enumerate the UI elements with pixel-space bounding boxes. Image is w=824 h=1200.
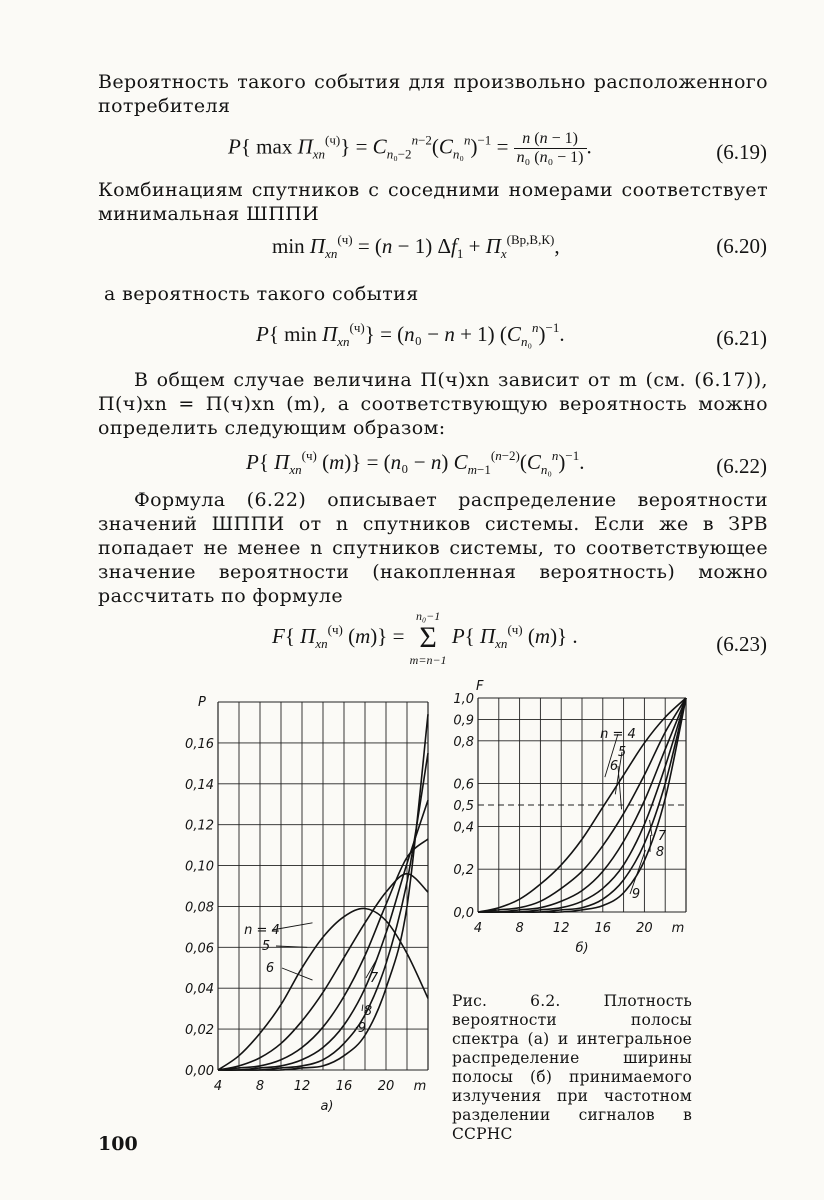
series-label-n-5: 5 xyxy=(617,745,627,760)
series-leader-n-9 xyxy=(356,1027,357,1028)
equation-number-6-21: (6.21) xyxy=(716,326,767,350)
series-label-n-6: 6 xyxy=(265,961,275,976)
figure-caption: Рис. 6.2. Плотность вероятности полосы спектра (а) и интегральное распределение ширины полосы (б) принимаемого излучения при частотном разделении сигналов в ССРНС xyxy=(452,992,692,1143)
y-tick-label: 0,16 xyxy=(185,736,214,752)
y-tick-label: 0,14 xyxy=(185,777,214,793)
y-tick-label: 0,04 xyxy=(185,982,214,998)
series-label-n-8: 8 xyxy=(363,1004,373,1019)
equation-6-23-body: F{ $\Pi_{xn}^{(ч)}$ (m)} = n₀−1 Σ m=n−1 P{ $\Pi_{xn}^{(ч)}$ (m)} . xyxy=(272,609,578,667)
x-tick-label: 4 xyxy=(473,921,483,936)
paragraph-5: Формула (6.22) описывает распределение вероятности значений ШППИ от n спутников системы. Если же в ЗРВ попадает не менее n спутников системы, то соответствующее значение вероятности (накопленная вероятность) можно рассчитать по формуле xyxy=(98,489,768,607)
y-tick-label: 0,02 xyxy=(185,1023,214,1039)
equation-number-6-22: (6.22) xyxy=(716,454,767,478)
y-tick-label: 0,00 xyxy=(185,1064,214,1079)
y-axis-label: F xyxy=(476,679,484,694)
series-leader-n-6 xyxy=(618,766,622,809)
y-tick-label: 0,08 xyxy=(185,900,214,916)
series-label-n-7: 7 xyxy=(657,829,667,844)
y-tick-label: 0,4 xyxy=(453,820,474,836)
series-leader-n-8 xyxy=(362,1005,363,1011)
panel-label: а) xyxy=(320,1099,334,1114)
equation-number-6-19: (6.19) xyxy=(716,140,767,164)
x-tick-label: 8 xyxy=(515,921,524,936)
series-label-n-4: n = 4 xyxy=(600,727,636,742)
y-tick-label: 0,0 xyxy=(453,906,474,921)
series-label-n-7: 7 xyxy=(369,971,379,986)
x-tick-label: 20 xyxy=(377,1079,395,1094)
x-tick-label: 4 xyxy=(213,1079,223,1094)
x-axis-label: m xyxy=(671,921,685,936)
y-tick-label: 0,06 xyxy=(185,941,214,957)
y-tick-label: 0,6 xyxy=(453,777,474,793)
y-axis-label: P xyxy=(198,695,206,710)
x-tick-label: 12 xyxy=(293,1079,311,1094)
panel-label: б) xyxy=(575,941,589,956)
chart-b xyxy=(438,676,688,961)
y-tick-label: 0,5 xyxy=(453,799,474,814)
y-tick-label: 0,8 xyxy=(453,734,474,750)
series-leader-n-6 xyxy=(282,968,313,980)
chart-a xyxy=(170,690,440,1130)
series-label-n-5: 5 xyxy=(261,939,271,954)
series-label-n-4: n = 4 xyxy=(244,923,280,938)
y-tick-label: 0,12 xyxy=(185,818,214,834)
x-tick-label: 16 xyxy=(335,1079,353,1094)
equation-6-22-body: P{ $\Pi_{xn}^{(ч)}$ (m)} = (n₀ − n) $C_{m-1}^{(n-2)}(C_{n_0}^n)^{-1}$. xyxy=(246,448,585,477)
equation-6-20-body: $\min \Pi_{xn}^{(ч)} = (n - 1) \Delta f_1 + \Pi_x^{(Вр,В,К)}$, xyxy=(272,232,560,261)
equation-number-6-20: (6.20) xyxy=(716,234,767,258)
paragraph-2: Комбинациям спутников с соседними номерами соответствует минимальная ШППИ xyxy=(98,179,768,225)
equation-number-6-23: (6.23) xyxy=(716,632,767,656)
series-label-n-6: 6 xyxy=(609,759,619,774)
paragraph-4: В общем случае величина Π(ч)xn зависит от m (см. (6.17)), Π(ч)xn = Π(ч)xn (m), а соответствующую вероятность можно определить следующим образом: xyxy=(98,369,768,439)
series-label-n-8: 8 xyxy=(655,845,665,860)
series-label-n-9: 9 xyxy=(357,1021,367,1036)
equation-6-21-body: P{ $\min \Pi_{xn}^{(ч)}\} = (n_0 - n + 1)$ $(C_{n_0}^n)^{-1}$. xyxy=(256,320,565,349)
series-label-n-9: 9 xyxy=(631,887,641,902)
page-number: 100 xyxy=(98,1133,138,1155)
paragraph-3: а вероятность такого события xyxy=(104,283,419,305)
x-tick-label: 8 xyxy=(255,1079,265,1094)
y-tick-label: 0,9 xyxy=(453,713,474,729)
y-tick-label: 0,10 xyxy=(185,859,214,875)
x-tick-label: 20 xyxy=(636,921,653,936)
paragraph-1: Вероятность такого события для произвольно расположенного потребителя xyxy=(98,71,768,117)
y-tick-label: 0,2 xyxy=(453,863,474,879)
x-tick-label: 12 xyxy=(552,921,570,936)
y-tick-label: 1,0 xyxy=(453,692,474,707)
x-axis-label: m xyxy=(413,1079,427,1094)
x-tick-label: 16 xyxy=(594,921,612,936)
equation-6-19-body: P{ $\max \Pi_{xn}^{(ч)}\} = C_{n_0-2}^{n-2}(C_{n_0}^n)^{-1}$ = $\frac{n (n - 1)}{\text{n₀ (n₀ − 1)}}$ . xyxy=(228,130,592,166)
series-leader-n-8 xyxy=(650,835,651,852)
